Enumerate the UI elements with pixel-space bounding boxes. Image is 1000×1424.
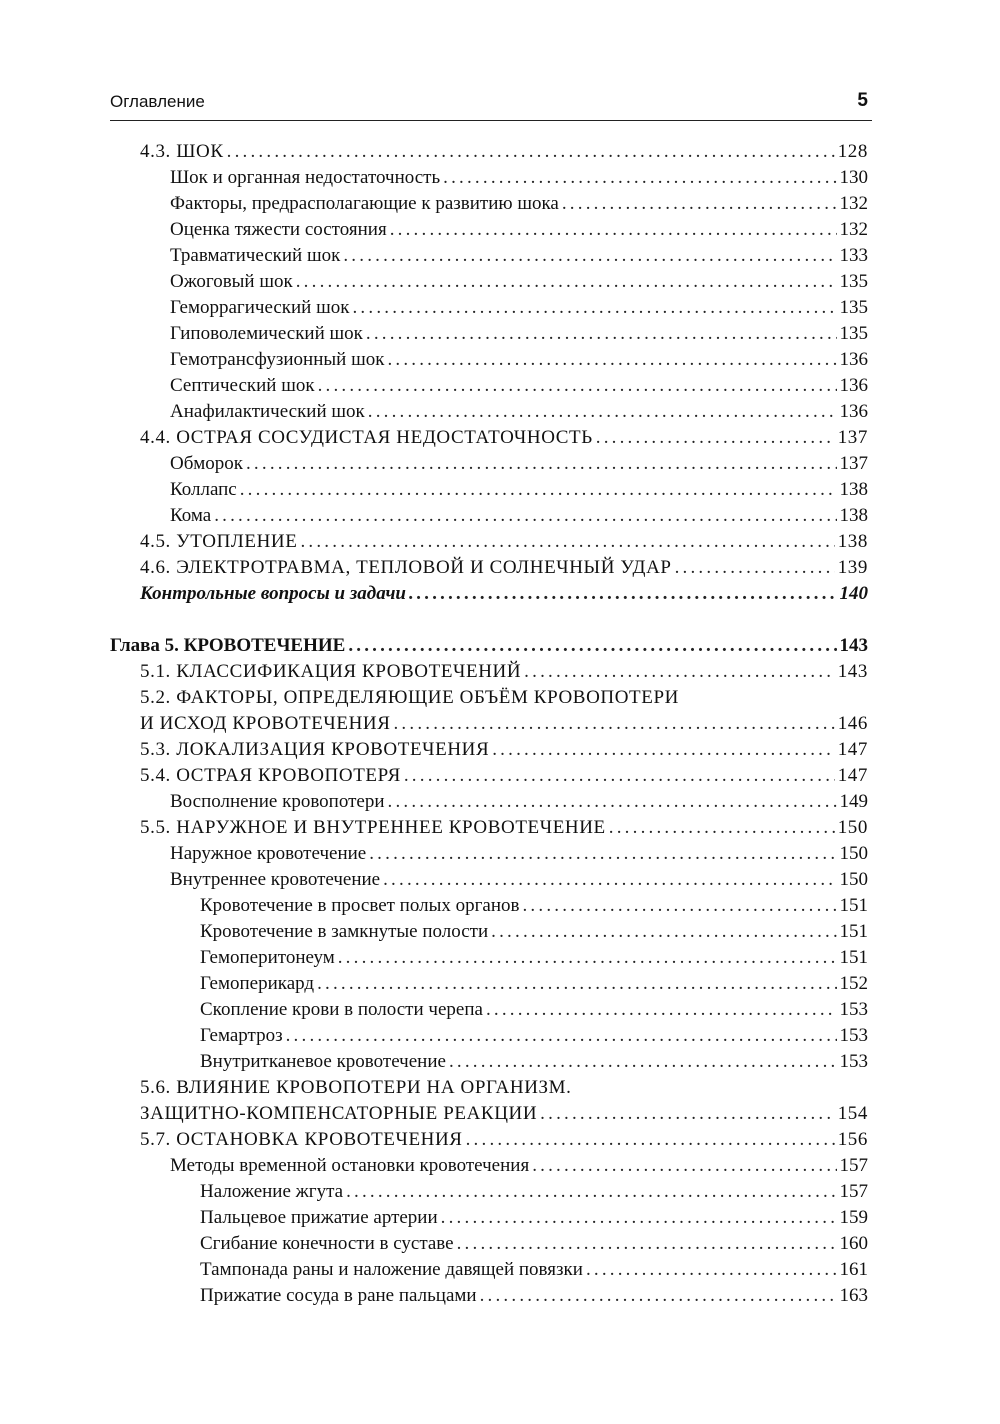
toc-entry-page: 143	[839, 635, 868, 656]
dot-leader	[318, 373, 837, 399]
toc-entry-page: 138	[839, 505, 868, 526]
toc-entry[interactable]	[110, 919, 868, 945]
dot-leader	[532, 1153, 836, 1179]
toc-entry-label: Геморрагический шок	[170, 297, 350, 318]
toc-entry-label: Гемоперикард	[200, 973, 315, 994]
toc-entry-page: 151	[839, 921, 868, 942]
toc-entry-label: 4.6. ЭЛЕКТРОТРАВМА, ТЕПЛОВОЙ И СОЛНЕЧНЫЙ УДАР	[140, 557, 672, 578]
toc-entry-label: Прижатие сосуда в ране пальцами	[200, 1285, 477, 1306]
toc-entry-page: 135	[839, 323, 868, 344]
toc-entry[interactable]	[110, 1023, 868, 1049]
toc-entry-label: 5.3. ЛОКАЛИЗАЦИЯ КРОВОТЕЧЕНИЯ	[140, 739, 490, 760]
dot-leader	[214, 503, 836, 529]
toc-entry-page: 152	[839, 973, 868, 994]
toc-entry-page: 159	[839, 1207, 868, 1228]
toc-entry-label: Пальцевое прижатие артерии	[200, 1207, 438, 1228]
dot-leader	[491, 919, 836, 945]
toc-entry-label: Обморок	[170, 453, 243, 474]
dot-leader	[388, 789, 837, 815]
toc-entry[interactable]	[110, 399, 868, 425]
toc-entry[interactable]	[110, 165, 868, 191]
dot-leader	[596, 425, 835, 451]
toc-entry-continuation[interactable]	[110, 1101, 868, 1127]
toc-entry-page: 153	[839, 999, 868, 1020]
toc-entry[interactable]	[110, 321, 868, 347]
toc-entry[interactable]	[110, 1283, 868, 1309]
toc-entry-page: 153	[839, 1025, 868, 1046]
toc-entry-label: Оценка тяжести состояния	[170, 219, 387, 240]
toc-entry[interactable]	[110, 997, 868, 1023]
toc-entry-label: ЗАЩИТНО-КОМПЕНСАТОРНЫЕ РЕАКЦИИ	[140, 1103, 538, 1124]
dot-leader	[338, 945, 837, 971]
toc-entry-label: Восполнение кровопотери	[170, 791, 385, 812]
dot-leader	[348, 633, 836, 659]
dot-leader	[317, 971, 836, 997]
dot-leader	[286, 1023, 837, 1049]
toc-entry[interactable]	[110, 945, 868, 971]
toc-entry-label: Внутритканевое кровотечение	[200, 1051, 446, 1072]
dot-leader	[524, 659, 835, 685]
dot-leader	[675, 555, 835, 581]
toc-entry[interactable]	[110, 737, 868, 763]
toc-entry-page: 153	[839, 1051, 868, 1072]
toc-entry-page: 151	[839, 947, 868, 968]
toc-entry-page: 157	[839, 1155, 868, 1176]
toc-entry-label: Факторы, предрасполагающие к развитию шока	[170, 193, 559, 214]
toc-entry-label: 4.4. ОСТРАЯ СОСУДИСТАЯ НЕДОСТАТОЧНОСТЬ	[140, 427, 593, 448]
toc-entry-label: Анафилактический шок	[170, 401, 365, 422]
toc-entry[interactable]	[110, 841, 868, 867]
toc-entry[interactable]	[110, 1075, 868, 1101]
toc-entry-page: 137	[837, 427, 868, 448]
toc-entry-page: 150	[837, 817, 868, 838]
toc-entry[interactable]	[110, 659, 868, 685]
toc-entry-page: 156	[837, 1129, 868, 1150]
toc-entry[interactable]	[110, 867, 868, 893]
toc-entry-label: Сгибание конечности в суставе	[200, 1233, 454, 1254]
toc-entry-label: Шок и органная недостаточность	[170, 167, 441, 188]
toc-entry-label: Кровотечение в просвет полых органов	[200, 895, 520, 916]
toc-entry-label: Септический шок	[170, 375, 315, 396]
toc-entry-label: 5.1. КЛАССИФИКАЦИЯ КРОВОТЕЧЕНИЙ	[140, 661, 522, 682]
dot-leader	[296, 269, 837, 295]
toc-entry[interactable]	[110, 1205, 868, 1231]
running-header-title: Оглавление	[110, 92, 205, 111]
toc-entry-page: 133	[839, 245, 868, 266]
dot-leader	[486, 997, 837, 1023]
table-of-contents	[110, 139, 868, 1309]
toc-entry-label: Наложение жгута	[200, 1181, 344, 1202]
dot-leader	[240, 477, 837, 503]
toc-entry-page: 147	[837, 765, 868, 786]
toc-entry-page: 135	[839, 271, 868, 292]
toc-chapter-heading[interactable]	[110, 633, 868, 659]
toc-entry[interactable]	[110, 1153, 868, 1179]
toc-entry-label: 5.7. ОСТАНОВКА КРОВОТЕЧЕНИЯ	[140, 1129, 463, 1150]
toc-entry-label: Кома	[170, 505, 212, 526]
toc-entry-page: 132	[839, 219, 868, 240]
dot-leader	[383, 867, 836, 893]
toc-entry[interactable]	[110, 971, 868, 997]
toc-entry[interactable]	[110, 1231, 868, 1257]
toc-entry[interactable]	[110, 685, 868, 711]
toc-entry[interactable]	[110, 503, 868, 529]
toc-entry[interactable]	[110, 763, 868, 789]
dot-leader	[387, 347, 836, 373]
toc-entry-page: 147	[837, 739, 868, 760]
toc-entry-label: Гемоперитонеум	[200, 947, 335, 968]
toc-entry[interactable]	[110, 1049, 868, 1075]
toc-entry[interactable]	[110, 451, 868, 477]
dot-leader	[441, 1205, 837, 1231]
toc-entry-page: 161	[839, 1259, 868, 1280]
toc-entry-label: Коллапс	[170, 479, 237, 500]
toc-entry-page: 140	[839, 583, 868, 604]
toc-entry[interactable]	[110, 1179, 868, 1205]
toc-entry-label: Гемотрансфузионный шок	[170, 349, 385, 370]
toc-entry-page: 143	[837, 661, 868, 682]
toc-entry-page: 146	[837, 713, 868, 734]
page-number: 5	[857, 90, 868, 111]
dot-leader	[227, 139, 835, 165]
dot-leader	[390, 217, 837, 243]
toc-entry[interactable]	[110, 243, 868, 269]
toc-entry[interactable]	[110, 529, 868, 555]
toc-entry-page: 136	[839, 401, 868, 422]
toc-entry-page: 154	[837, 1103, 868, 1124]
toc-entry[interactable]	[110, 217, 868, 243]
dot-leader	[366, 321, 837, 347]
toc-entry-label: И ИСХОД КРОВОТЕЧЕНИЯ	[140, 713, 391, 734]
dot-leader	[562, 191, 837, 217]
toc-entry-continuation[interactable]	[110, 711, 868, 737]
toc-entry-label: Тампонада раны и наложение давящей повязки	[200, 1259, 583, 1280]
toc-entry-page: 136	[839, 349, 868, 370]
toc-entry-page: 139	[837, 557, 868, 578]
toc-entry-label: 5.5. НАРУЖНОЕ И ВНУТРЕННЕЕ КРОВОТЕЧЕНИЕ	[140, 817, 606, 838]
toc-entry-page: 130	[839, 167, 868, 188]
dot-leader	[540, 1101, 835, 1127]
toc-entry[interactable]	[110, 191, 868, 217]
toc-entry-label: Ожоговый шок	[170, 271, 293, 292]
dot-leader	[246, 451, 837, 477]
dot-leader	[492, 737, 834, 763]
toc-entry-label: Гемартроз	[200, 1025, 283, 1046]
toc-entry[interactable]	[110, 1127, 868, 1153]
toc-entry[interactable]	[110, 373, 868, 399]
toc-entry-label: 5.4. ОСТРАЯ КРОВОПОТЕРЯ	[140, 765, 401, 786]
toc-entry-label: Кровотечение в замкнутые полости	[200, 921, 489, 942]
dot-leader	[368, 399, 837, 425]
toc-entry-label: Контрольные вопросы и задачи	[140, 583, 406, 604]
toc-entry-page: 136	[839, 375, 868, 396]
toc-entry-label: 4.3. ШОК	[140, 141, 224, 162]
dot-leader	[404, 763, 835, 789]
dot-leader	[457, 1231, 837, 1257]
dot-leader	[586, 1257, 837, 1283]
toc-entry[interactable]	[110, 139, 868, 165]
dot-leader	[343, 243, 836, 269]
dot-leader	[409, 581, 837, 607]
dot-leader	[522, 893, 836, 919]
toc-entry-page: 132	[839, 193, 868, 214]
toc-entry-page: 160	[839, 1233, 868, 1254]
toc-entry-label: 5.2. ФАКТОРЫ, ОПРЕДЕЛЯЮЩИЕ ОБЪЁМ КРОВОПОТЕРИ	[140, 687, 679, 708]
toc-entry-label: 4.5. УТОПЛЕНИЕ	[140, 531, 298, 552]
dot-leader	[609, 815, 835, 841]
toc-entry[interactable]	[110, 555, 868, 581]
toc-entry-page: 150	[839, 843, 868, 864]
toc-entry[interactable]	[110, 477, 868, 503]
dot-leader	[443, 165, 836, 191]
toc-entry-page: 138	[837, 531, 868, 552]
toc-entry-label: Скопление крови в полости черепа	[200, 999, 483, 1020]
toc-entry-page: 128	[837, 141, 868, 162]
toc-entry-page: 149	[839, 791, 868, 812]
toc-entry-page: 135	[839, 297, 868, 318]
dot-leader	[369, 841, 836, 867]
dot-leader	[300, 529, 834, 555]
toc-entry-label: Методы временной остановки кровотечения	[170, 1155, 530, 1176]
toc-entry[interactable]	[110, 789, 868, 815]
dot-leader	[393, 711, 834, 737]
dot-leader	[449, 1049, 837, 1075]
dot-leader	[466, 1127, 835, 1153]
toc-entry-page: 150	[839, 869, 868, 890]
toc-entry[interactable]	[110, 815, 868, 841]
toc-entry-questions[interactable]	[110, 581, 868, 607]
toc-entry-label: Травматический шок	[170, 245, 341, 266]
dot-leader	[346, 1179, 836, 1205]
dot-leader	[352, 295, 836, 321]
toc-entry-label: Гиповолемический шок	[170, 323, 363, 344]
toc-entry-page: 157	[839, 1181, 868, 1202]
toc-entry-page: 138	[839, 479, 868, 500]
toc-entry-label: Внутреннее кровотечение	[170, 869, 381, 890]
toc-entry[interactable]	[110, 295, 868, 321]
toc-entry-label: Наружное кровотечение	[170, 843, 367, 864]
toc-entry-label: Глава 5. КРОВОТЕЧЕНИЕ	[110, 635, 346, 656]
toc-entry-page: 163	[839, 1285, 868, 1306]
toc-entry[interactable]	[110, 893, 868, 919]
toc-entry[interactable]	[110, 269, 868, 295]
toc-entry[interactable]	[110, 347, 868, 373]
dot-leader	[480, 1283, 837, 1309]
toc-entry-label: 5.6. ВЛИЯНИЕ КРОВОПОТЕРИ НА ОРГАНИЗМ.	[140, 1077, 572, 1098]
toc-entry-page: 151	[839, 895, 868, 916]
running-header	[110, 88, 872, 121]
toc-entry-page: 137	[839, 453, 868, 474]
toc-entry[interactable]	[110, 1257, 868, 1283]
toc-entry[interactable]	[110, 425, 868, 451]
